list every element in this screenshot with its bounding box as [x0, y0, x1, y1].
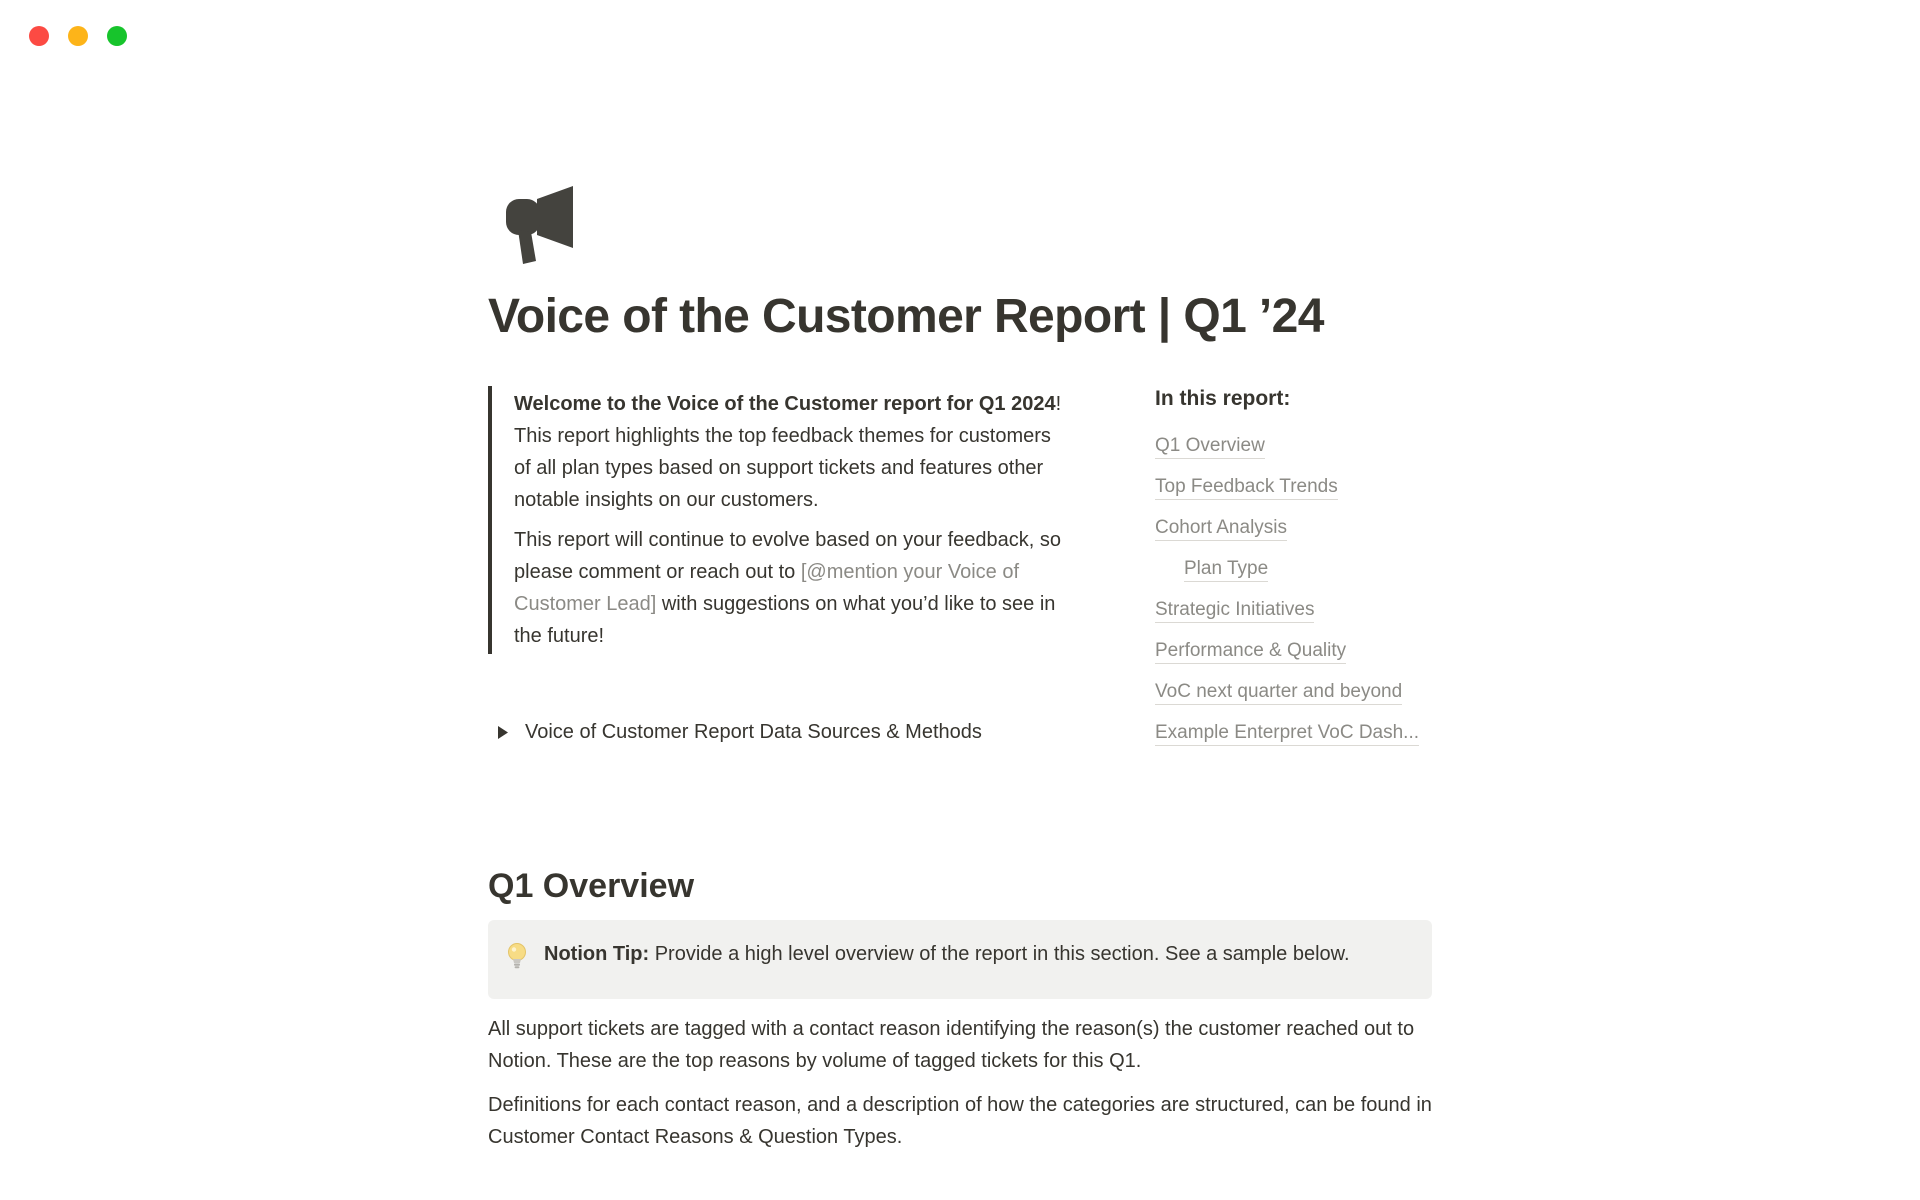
window-controls: [29, 26, 127, 46]
toc-link-plan-type[interactable]: Plan Type: [1184, 558, 1268, 582]
quote-p1-bold: Welcome to the Voice of the Customer report for Q1 2024: [514, 393, 1056, 415]
toggle-triangle-icon[interactable]: [496, 725, 509, 740]
toc-item: [1155, 434, 1432, 458]
document-page: [488, 0, 1432, 1153]
toc-link-performance-quality[interactable]: Performance & Quality: [1155, 640, 1346, 664]
toc-link-strategic-initiatives[interactable]: Strategic Initiatives: [1155, 599, 1314, 623]
toc-link-example-enterpret-dash[interactable]: Example Enterpret VoC Dash...: [1155, 722, 1419, 746]
toc-heading: In this report:: [1155, 387, 1291, 410]
section-heading-q1-overview: Q1 Overview: [488, 867, 695, 905]
callout-text: [544, 938, 1350, 971]
data-sources-toggle[interactable]: [488, 716, 1073, 748]
mention-placeholder[interactable]: [@mention your Voice of Customer Lead]: [514, 561, 1020, 615]
quote-paragraph-2: [514, 524, 1073, 652]
callout-bold: Notion Tip:: [544, 943, 650, 965]
overview-paragraph-2: Definitions for each contact reason, and a description of how the categories are structured, can be found in Customer Contact Reasons & Question Types.: [488, 1094, 1432, 1148]
quote-p2-before: This report will continue to evolve based on your feedback, so please comment or reach out to: [514, 529, 1061, 583]
toc-link-cohort-analysis[interactable]: Cohort Analysis: [1155, 517, 1287, 541]
toc-item: [1155, 721, 1432, 745]
intro-column: [488, 386, 1073, 748]
toc-item: [1184, 557, 1432, 581]
toc-column: [1155, 386, 1432, 762]
callout-rest: Provide a high level overview of the report in this section. See a sample below.: [649, 943, 1350, 965]
minimize-window-button[interactable]: [68, 26, 88, 46]
lightbulb-icon: [504, 942, 530, 981]
intro-quote-block: [488, 386, 1073, 654]
two-column-layout: [488, 386, 1432, 762]
toc-link-voc-next-quarter[interactable]: VoC next quarter and beyond: [1155, 681, 1402, 705]
page-title[interactable]: Voice of the Customer Report | Q1 ’24: [488, 290, 1324, 343]
toggle-label[interactable]: Voice of Customer Report Data Sources & Methods: [525, 721, 982, 743]
megaphone-icon[interactable]: [502, 184, 582, 264]
toc-item: [1155, 639, 1432, 663]
notion-tip-callout: [488, 920, 1432, 999]
quote-p1-rest: ! This report highlights the top feedback themes for customers of all plan types based on support tickets and features other notable insights on our customers.: [514, 393, 1062, 511]
close-window-button[interactable]: [29, 26, 49, 46]
toc-item: [1155, 516, 1432, 540]
toc-item: [1155, 598, 1432, 622]
toc-item: [1155, 475, 1432, 499]
toc-list: [1155, 434, 1432, 745]
zoom-window-button[interactable]: [107, 26, 127, 46]
toc-link-q1-overview[interactable]: Q1 Overview: [1155, 435, 1265, 459]
quote-p2-after: with suggestions on what you’d like to see in the future!: [514, 593, 1056, 647]
quote-paragraph-1: [514, 388, 1073, 516]
overview-paragraph-1: All support tickets are tagged with a contact reason identifying the reason(s) the customer reached out to Notion. These are the top reasons by volume of tagged tickets for this Q1.: [488, 1018, 1415, 1072]
toc-item: [1155, 680, 1432, 704]
toc-link-top-feedback-trends[interactable]: Top Feedback Trends: [1155, 476, 1338, 500]
